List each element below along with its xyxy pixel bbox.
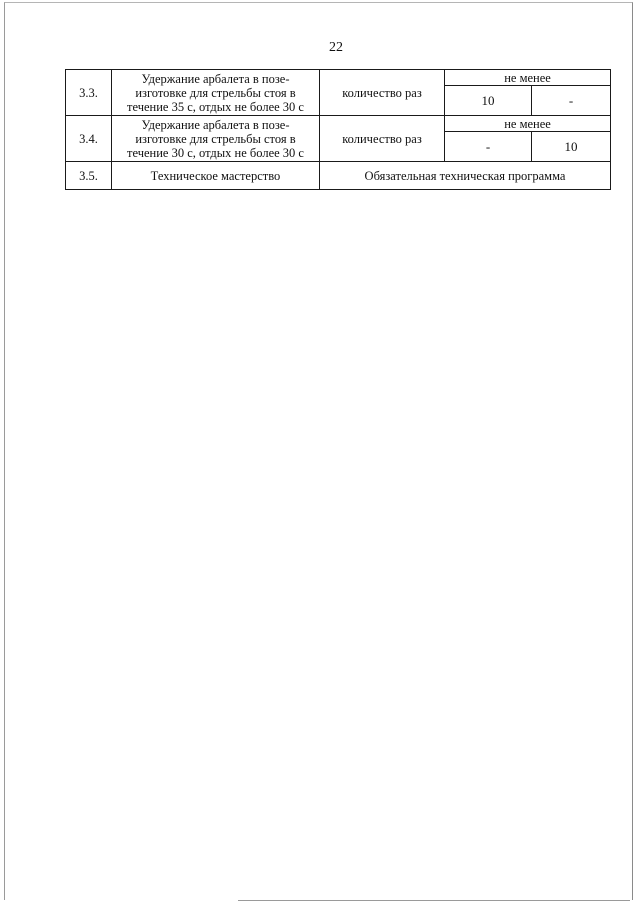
value-cell: - <box>445 132 532 162</box>
program-cell: Обязательная техническая программа <box>320 162 611 190</box>
table-row <box>66 162 611 190</box>
page-bottom-edge <box>238 900 630 901</box>
description-line: изготовке для стрельбы стоя в <box>135 131 296 146</box>
row-number: 3.5. <box>66 162 112 190</box>
unit-cell: количество раз <box>320 70 445 116</box>
exercise-description: Техническое мастерство <box>112 162 320 190</box>
description-line: Удержание арбалета в позе- <box>141 117 290 132</box>
table-row <box>66 70 611 86</box>
value-cell: 10 <box>532 132 611 162</box>
row-number: 3.4. <box>66 116 112 162</box>
exercise-description <box>112 70 320 116</box>
description-line: Удержание арбалета в позе- <box>141 71 290 86</box>
minimum-label: не менее <box>445 70 611 86</box>
exercise-description <box>112 116 320 162</box>
value-cell: 10 <box>445 86 532 116</box>
unit-cell: количество раз <box>320 116 445 162</box>
standards-table <box>65 69 611 190</box>
description-line: течение 35 с, отдых не более 30 с <box>127 99 304 114</box>
page-number: 22 <box>329 40 343 55</box>
value-cell: - <box>532 86 611 116</box>
minimum-label: не менее <box>445 116 611 132</box>
table-row <box>66 116 611 132</box>
row-number: 3.3. <box>66 70 112 116</box>
description-line: изготовке для стрельбы стоя в <box>135 85 296 100</box>
description-line: течение 30 с, отдых не более 30 с <box>127 145 304 160</box>
